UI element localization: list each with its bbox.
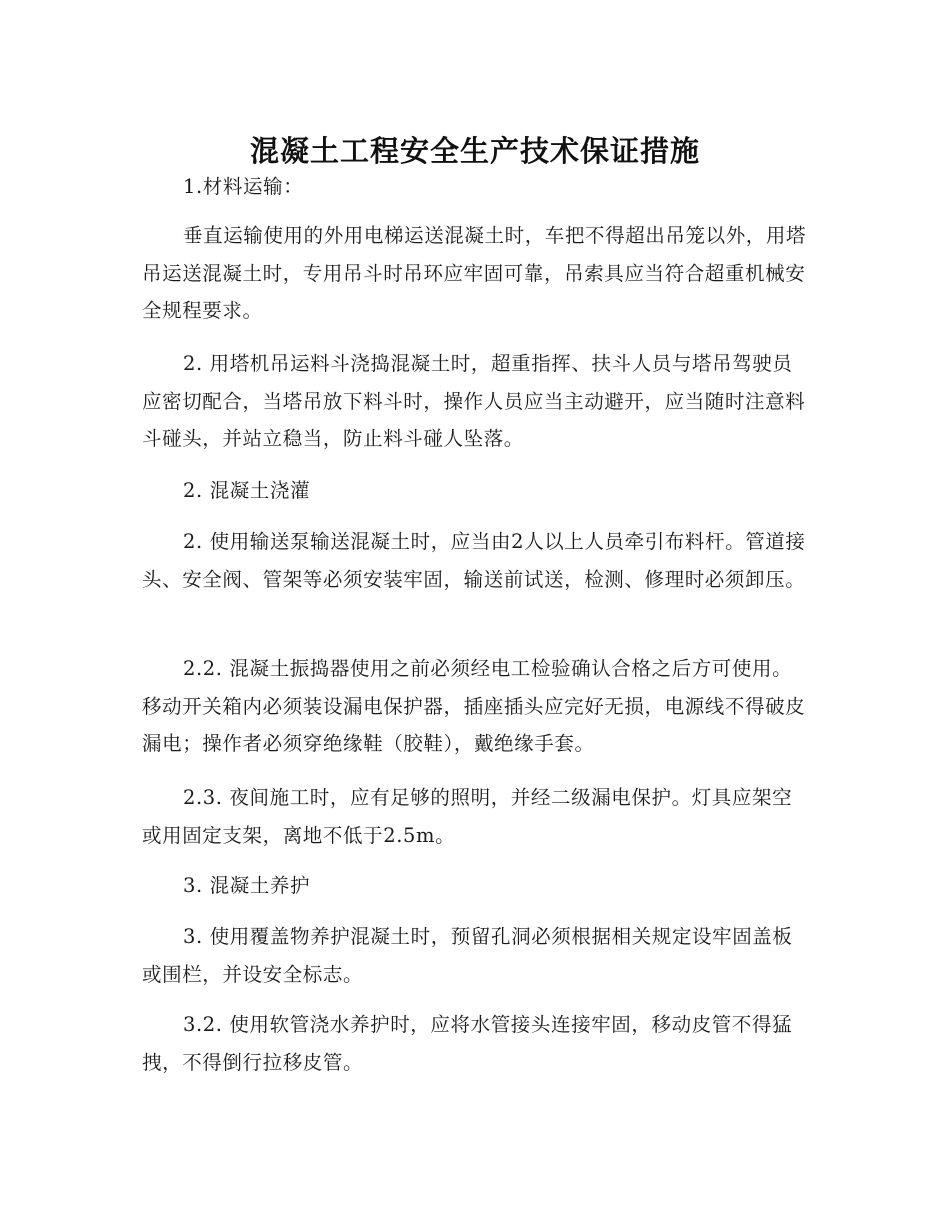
document-title: 混凝土工程安全生产技术保证措施 [249,134,700,169]
paragraph-covering-curing: 3. 使用覆盖物养护混凝土时，预留孔洞必须根据相关规定设牢固盖板或围栏，并设安全标志。 [142,925,793,986]
section-heading-concrete-pouring: 2. 混凝土浇灌 [183,479,311,502]
paragraph-vibrator-safety: 2.2. 混凝土振捣器使用之前必须经电工检验确认合格之后方可使用。移动开关箱内必须装设漏电保护器，插座插头应完好无损，电源线不得破皮漏电；操作者必须穿绝缘鞋（胶鞋），戴绝缘手套。 [142,657,806,755]
paragraph-night-lighting: 2.3. 夜间施工时，应有足够的照明，并经二级漏电保护。灯具应架空或用固定支架，离地不低于2.5m。 [142,786,793,847]
paragraph-pump-delivery: 2. 使用输送泵输送混凝土时，应当由2人以上人员牵引布料杆。管道接头、安全阀、管架等必须安装牢固，输送前试送，检测、修理时必须卸压。 [142,530,806,591]
section-heading-material-transport: 1.材料运输： [183,175,304,198]
paragraph-hose-watering: 3.2. 使用软管浇水养护时，应将水管接头连接牢固，移动皮管不得猛拽，不得倒行拉移皮管。 [142,1013,793,1074]
section-heading-concrete-curing: 3. 混凝土养护 [183,874,311,897]
paragraph-tower-crane-bucket: 2. 用塔机吊运料斗浇捣混凝土时，超重指挥、扶斗人员与塔吊驾驶员应密切配合，当塔吊放下料斗时，操作人员应当主动避开，应当随时注意料斗碰头，并站立稳当，防止料斗碰人坠落。 [142,352,806,450]
paragraph-vertical-transport: 垂直运输使用的外用电梯运送混凝土时，车把不得超出吊笼以外，用塔吊运送混凝土时，专用吊斗时吊环应牢固可靠，吊索具应当符合超重机械安全规程要求。 [142,224,807,322]
